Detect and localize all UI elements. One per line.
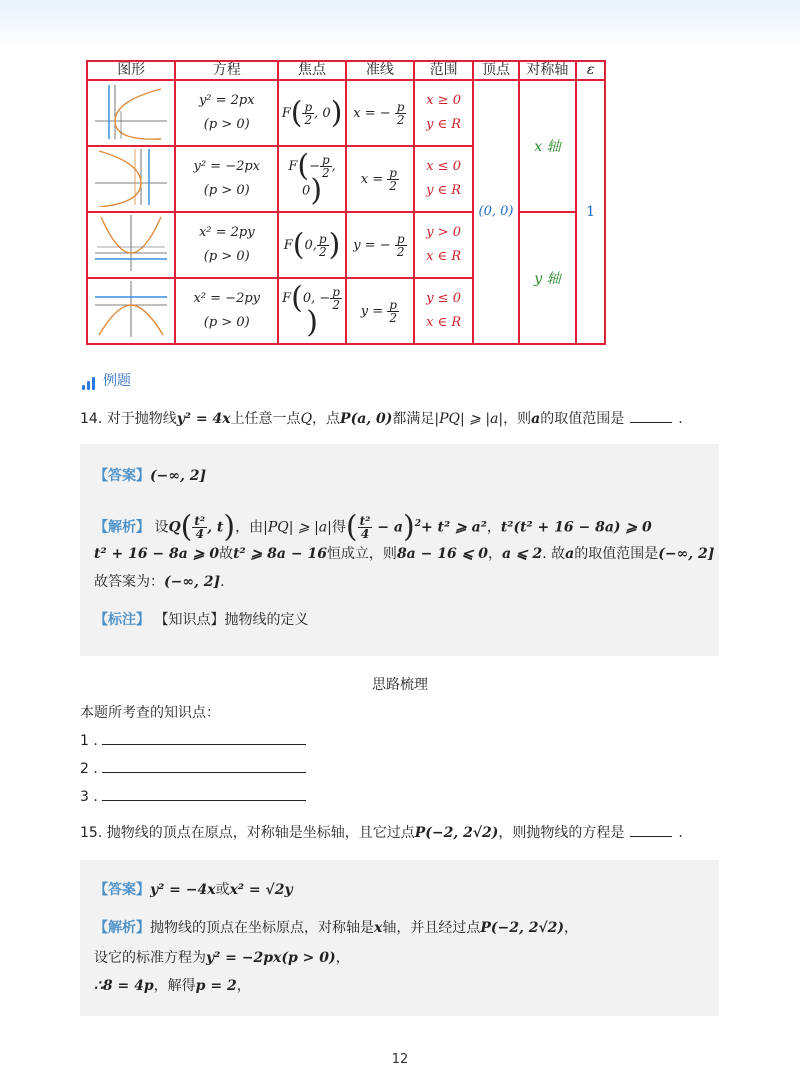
focus-cell: F( $\frac{p}{2}$ , 0) (278, 80, 346, 146)
section-title: 例题 (103, 373, 131, 389)
range-line: x ≥ 0 (426, 93, 461, 108)
denominator: 2 (389, 310, 397, 325)
text: ，点 (312, 411, 341, 427)
text: 恒成立，则 (326, 546, 397, 562)
focus-tail: , 0 (302, 159, 336, 199)
math: y² = 4x (176, 411, 231, 427)
numerator: p (389, 297, 397, 312)
denominator: 2 (318, 244, 327, 259)
graph-cell (87, 80, 175, 146)
text: ， (486, 519, 501, 536)
text: ， (236, 978, 251, 994)
text: 对于抛物线 (106, 411, 177, 427)
item-number: 1 . (80, 733, 98, 749)
fraction (302, 101, 314, 126)
answer-panel-15 (80, 860, 719, 1016)
range-line: y ≤ 0 (426, 291, 461, 306)
answer-line (94, 466, 206, 486)
equation-cell (175, 80, 278, 146)
bar-chart-icon (82, 376, 95, 390)
analysis-line-1 (94, 918, 578, 938)
fraction (317, 233, 329, 258)
parabola-left-graph (91, 147, 171, 207)
focus-tail: , 0 (314, 105, 331, 121)
analysis-line-2 (94, 948, 350, 968)
focus-label: F (281, 105, 291, 121)
equation-cell (175, 212, 278, 278)
math: a ⩽ 2 (501, 546, 543, 562)
table-row (87, 80, 605, 146)
focus-sign: 0, − (302, 291, 331, 307)
knowledge-blank-3[interactable] (102, 786, 306, 801)
fraction (387, 167, 399, 192)
condition: (p > 0) (203, 249, 250, 264)
axis-y-label: y 轴 (534, 271, 561, 287)
text: 抛物线的顶点在坐标原点，对称轴是 (150, 920, 374, 936)
directrix-lhs: x = (360, 171, 384, 187)
equation: y² = 2px (198, 93, 255, 108)
text: ，则抛物线的方程是 (498, 825, 625, 841)
directrix-cell (346, 278, 414, 344)
table-header-row (87, 61, 605, 80)
text: . (678, 411, 683, 427)
text: 上任意一点 (230, 411, 301, 427)
directrix-lhs: x = − (353, 105, 391, 121)
text: 得 (331, 519, 346, 536)
header-eccentricity: ε (576, 61, 605, 80)
denominator: 2 (389, 178, 397, 193)
directrix-cell (346, 80, 414, 146)
math: (−∞, 2] (658, 546, 715, 562)
range-line: x ≤ 0 (426, 159, 461, 174)
math: x² = √2y (229, 882, 293, 898)
range-line: x ∈ R (426, 249, 462, 264)
math: 8a − 16 ⩽ 0 (396, 546, 488, 562)
focus-label: F (283, 237, 293, 253)
answer-panel-14 (80, 444, 719, 656)
focus-sign: − (309, 159, 320, 175)
header-vertex: 顶点 (473, 61, 518, 80)
header-focus: 焦点 (278, 61, 346, 80)
math: P(−2, 2√2) (480, 920, 565, 936)
question-number: 14. (80, 411, 103, 427)
header-range: 范围 (414, 61, 474, 80)
text: 的取值范围是 (574, 546, 659, 562)
answer-line (94, 880, 293, 900)
directrix-cell (346, 146, 414, 212)
header-directrix: 准线 (346, 61, 414, 80)
text: ， (487, 546, 502, 562)
text: 设它的标准方程为 (94, 950, 206, 966)
numerator: p (304, 99, 313, 114)
denominator: 2 (321, 166, 330, 181)
text: ，则 (503, 411, 532, 427)
note-text: 【知识点】抛物线的定义 (154, 612, 309, 628)
math: y² = −4x (150, 882, 216, 898)
knowledge-item-3 (80, 786, 306, 805)
header-graph: 图形 (87, 61, 175, 80)
text: . (220, 574, 225, 590)
condition: (p > 0) (203, 117, 250, 132)
note-line (94, 610, 308, 630)
range-cell (414, 146, 474, 212)
range-line: y ∈ R (426, 183, 462, 198)
axis-x-label: x 轴 (534, 139, 561, 155)
fraction (395, 101, 407, 126)
question-15 (80, 822, 683, 843)
fraction (387, 299, 399, 324)
condition: (p > 0) (203, 315, 250, 330)
math: |PQ| ⩾ |a| (434, 411, 504, 427)
focus-cell: F(0, $\frac{p}{2}$ ) (278, 212, 346, 278)
directrix-lhs: y = (360, 303, 384, 319)
text: 故 (219, 546, 234, 562)
denominator: 2 (396, 244, 405, 259)
denominator: 2 (332, 298, 340, 313)
text: ，解得 (153, 978, 196, 994)
condition: (p > 0) (203, 183, 250, 198)
fraction (330, 286, 342, 311)
math: |PQ| ⩾ |a| (263, 519, 332, 536)
denominator: 2 (304, 112, 313, 127)
knowledge-blank-1[interactable] (102, 730, 306, 745)
answer-blank[interactable] (630, 408, 672, 423)
page-number: 12 (391, 1052, 409, 1067)
math: y² = −2px(p > 0) (206, 950, 336, 966)
knowledge-item-2 (80, 758, 306, 777)
eccentricity-cell: 1 (576, 80, 605, 344)
directrix-lhs: y = − (353, 237, 391, 253)
directrix-cell (346, 212, 414, 278)
fraction: $\frac{\text{t²}}{4}$ (194, 514, 206, 542)
range-line: x ∈ R (426, 315, 462, 330)
text: 轴，并且经过点 (382, 920, 481, 936)
text: 或 (215, 882, 230, 898)
math: P(−2, 2√2) (414, 825, 499, 841)
knowledge-blank-2[interactable] (102, 758, 306, 773)
equation: y² = −2px (193, 159, 261, 174)
focus-cell: F(− $\frac{p}{2}$ , 0) (278, 146, 346, 212)
equation: x² = 2py (198, 225, 255, 240)
math: (−∞, 2] (150, 468, 207, 484)
think-intro: 本题所考查的知识点： (80, 705, 220, 721)
section-heading (82, 372, 131, 390)
vertex-cell: (0, 0) (473, 80, 518, 344)
range-cell (414, 212, 474, 278)
math: t² ⩾ 8a − 16 (233, 546, 327, 562)
range-cell (414, 80, 474, 146)
numerator: p (396, 231, 405, 246)
table-row (87, 212, 605, 278)
text: . 故 (542, 546, 566, 562)
equation-cell (175, 278, 278, 344)
focus-label: F (282, 291, 292, 307)
axis-x-cell (519, 80, 577, 212)
answer-tag: 【答案】 (94, 882, 150, 898)
analysis-tag: 【解析】 (94, 519, 150, 536)
analysis-line-3 (94, 572, 225, 592)
numerator: p (318, 231, 327, 246)
note-tag: 【标注】 (94, 612, 150, 628)
denominator: 2 (396, 112, 405, 127)
fraction (395, 233, 407, 258)
text: ， (564, 920, 579, 936)
equation-cell (175, 146, 278, 212)
text: ，由 (235, 519, 264, 536)
think-title: 思路梳理 (372, 677, 428, 693)
text: 故答案为： (94, 574, 164, 590)
graph-cell (87, 212, 175, 278)
knowledge-item-1 (80, 730, 306, 749)
math: a (531, 411, 541, 427)
math: (−∞, 2] (164, 574, 221, 590)
parabola-properties-table (86, 60, 606, 345)
item-number: 2 . (80, 761, 98, 777)
math: t²(t² + 16 − 8a) ⩾ 0 (500, 519, 652, 536)
numerator: p (332, 285, 340, 300)
math: + t² ⩾ a² (420, 519, 487, 536)
text: 都满足 (392, 411, 435, 427)
text: 的取值范围是 (540, 411, 625, 427)
parabola-up-graph (91, 213, 171, 273)
graph-cell (87, 146, 175, 212)
math: P(a, 0) (340, 411, 393, 427)
range-line: y ∈ R (426, 117, 462, 132)
parabola-down-graph (91, 279, 171, 339)
math: a (565, 546, 575, 562)
math: ∴8 = 4p (94, 978, 154, 994)
focus-sign: 0, (304, 237, 317, 253)
header-axis: 对称轴 (519, 61, 577, 80)
text: ， (335, 950, 350, 966)
graph-cell (87, 278, 175, 344)
range-cell (414, 278, 474, 344)
fraction: $\frac{\text{t²}}{4}$ (359, 514, 371, 542)
focus-cell: F(0, − $\frac{p}{2}$ ) (278, 278, 346, 344)
text: . (678, 825, 683, 841)
text: 设 (154, 519, 169, 536)
axis-y-cell (519, 212, 577, 344)
equation: x² = −2py (193, 291, 261, 306)
answer-tag: 【答案】 (94, 468, 150, 484)
parabola-right-graph (91, 81, 171, 141)
analysis-tag: 【解析】 (94, 920, 150, 936)
math: Q (300, 411, 313, 427)
item-number: 3 . (80, 789, 98, 805)
numerator: p (389, 165, 397, 180)
math: p = 2 (195, 978, 237, 994)
analysis-line-3 (94, 976, 251, 996)
header-equation: 方程 (175, 61, 278, 80)
math: x (374, 920, 383, 936)
numerator: p (321, 153, 330, 168)
text: 抛物线的顶点在原点，对称轴是坐标轴，且它过点 (106, 825, 415, 841)
numerator: p (396, 99, 405, 114)
focus-label: F (288, 159, 298, 175)
analysis-line-1: 【解析】 设Q( $\frac{\text{t²}}{4}$ , t)，由|PQ| ⩾ |a|得( $\frac{\text{t²}}{4}$ − a)$^2$+ t² ⩾ a²，t²(t² + 16 − 8a) ⩾ 0 (94, 509, 652, 545)
question-14 (80, 408, 683, 429)
math: t² + 16 − 8a ⩾ 0 (94, 546, 220, 562)
answer-blank[interactable] (630, 822, 672, 837)
range-line: y > 0 (426, 225, 461, 240)
question-number: 15. (80, 825, 103, 841)
header-band (0, 0, 800, 46)
analysis-line-2 (94, 544, 714, 564)
